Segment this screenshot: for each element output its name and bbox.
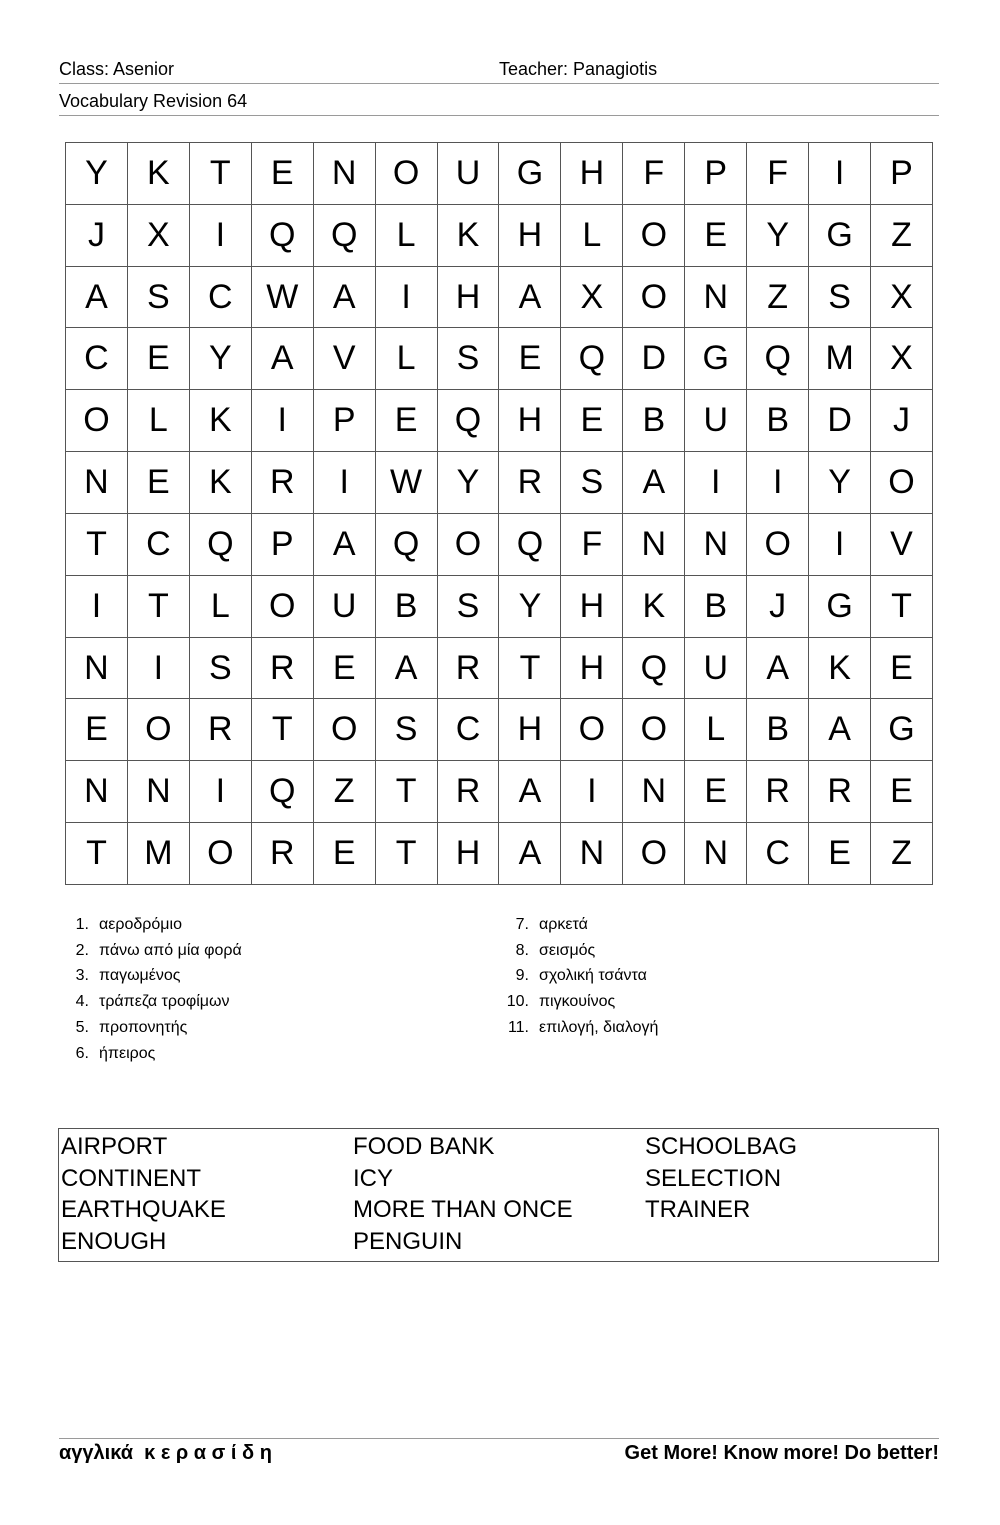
clue-item (499, 963, 658, 989)
grid-cell[interactable]: C (438, 699, 500, 761)
clue-number: 4. (75, 993, 89, 1011)
clue-item (59, 938, 242, 964)
grid-cell[interactable]: H (499, 699, 561, 761)
grid-cell[interactable]: Z (871, 205, 933, 267)
word-bank-column (645, 1131, 797, 1226)
grid-cell[interactable]: A (314, 514, 376, 576)
grid-cell[interactable]: E (128, 328, 190, 390)
grid-cell[interactable]: K (190, 452, 252, 514)
grid-cell[interactable]: X (871, 328, 933, 390)
grid-cell[interactable]: T (252, 699, 314, 761)
word-bank-item: TRAINER (645, 1196, 751, 1223)
grid-cell[interactable]: E (128, 452, 190, 514)
grid-cell[interactable]: S (128, 267, 190, 329)
grid-cell[interactable]: J (871, 390, 933, 452)
word-bank-column (61, 1131, 226, 1257)
grid-cell[interactable]: F (561, 514, 623, 576)
word-bank-item: CONTINENT (61, 1164, 201, 1192)
grid-cell[interactable]: S (809, 267, 871, 329)
clue-list-left (59, 912, 242, 1066)
grid-cell[interactable]: H (561, 576, 623, 638)
grid-cell[interactable]: K (809, 638, 871, 700)
grid-cell[interactable]: E (561, 390, 623, 452)
grid-cell[interactable]: I (561, 761, 623, 823)
clue-text: σχολική τσάντα (539, 967, 647, 985)
grid-cell[interactable]: N (685, 267, 747, 329)
grid-cell[interactable]: Y (499, 576, 561, 638)
grid-cell[interactable]: Q (190, 514, 252, 576)
grid-cell[interactable]: I (190, 761, 252, 823)
header-row (59, 57, 939, 84)
grid-cell[interactable]: H (561, 638, 623, 700)
footer-slogan: Get More! Know more! Do better! (624, 1442, 939, 1464)
clue-number: 10. (506, 993, 529, 1011)
grid-cell[interactable]: I (809, 143, 871, 205)
grid-cell[interactable]: A (499, 761, 561, 823)
clue-number: 8. (515, 941, 529, 959)
clue-item (59, 1041, 242, 1067)
grid-cell[interactable]: A (809, 699, 871, 761)
grid-cell[interactable]: I (809, 514, 871, 576)
grid-cell[interactable]: M (809, 328, 871, 390)
grid-cell[interactable]: F (747, 143, 809, 205)
grid-cell[interactable]: X (871, 267, 933, 329)
subtitle-row (59, 89, 939, 116)
grid-cell[interactable]: T (871, 576, 933, 638)
clue-text: αρκετά (539, 916, 588, 933)
grid-cell[interactable]: B (623, 390, 685, 452)
grid-cell[interactable]: L (128, 390, 190, 452)
clue-text: επιλογή, διαλογή (539, 1018, 659, 1036)
clue-text: προπονητής (99, 1018, 188, 1036)
grid-cell[interactable]: S (190, 638, 252, 700)
grid-cell[interactable]: L (685, 699, 747, 761)
grid-cell[interactable]: R (499, 452, 561, 514)
grid-cell[interactable]: D (809, 390, 871, 452)
grid-cell[interactable]: T (376, 823, 438, 885)
grid-cell[interactable]: A (499, 267, 561, 329)
grid-cell[interactable]: P (252, 514, 314, 576)
grid-cell[interactable]: K (438, 205, 500, 267)
grid-cell[interactable]: I (66, 576, 128, 638)
grid-cell[interactable]: H (438, 267, 500, 329)
clue-number: 6. (75, 1044, 89, 1062)
grid-cell[interactable]: X (561, 267, 623, 329)
teacher-label: Teacher: Panagiotis (499, 59, 658, 79)
grid-cell[interactable]: E (809, 823, 871, 885)
clue-number: 2. (75, 941, 89, 959)
word-bank-item: ENOUGH (61, 1227, 167, 1255)
grid-cell[interactable]: N (128, 761, 190, 823)
grid-cell[interactable]: Y (438, 452, 500, 514)
grid-cell[interactable]: F (623, 143, 685, 205)
grid-cell[interactable]: G (871, 699, 933, 761)
grid-cell[interactable]: R (438, 761, 500, 823)
grid-cell[interactable]: Q (252, 761, 314, 823)
grid-cell[interactable]: N (66, 761, 128, 823)
clue-number: 3. (75, 967, 89, 985)
word-search-grid (65, 142, 933, 885)
grid-cell[interactable]: A (66, 267, 128, 329)
grid-cell[interactable]: R (252, 638, 314, 700)
grid-cell[interactable]: H (438, 823, 500, 885)
word-bank-item: AIRPORT (61, 1133, 168, 1160)
grid-cell[interactable]: C (128, 514, 190, 576)
grid-cell[interactable]: R (190, 699, 252, 761)
grid-cell[interactable]: I (685, 452, 747, 514)
grid-cell[interactable]: O (376, 143, 438, 205)
grid-cell[interactable]: J (66, 205, 128, 267)
grid-cell[interactable]: O (190, 823, 252, 885)
word-bank-item: MORE THAN ONCE (353, 1196, 573, 1223)
grid-cell[interactable]: E (685, 205, 747, 267)
grid-cell[interactable]: S (376, 699, 438, 761)
grid-cell[interactable]: Y (190, 328, 252, 390)
grid-cell[interactable]: N (314, 143, 376, 205)
clue-text: σεισμός (539, 941, 596, 959)
clue-item (499, 938, 658, 964)
grid-cell[interactable]: N (561, 823, 623, 885)
grid-cell[interactable]: X (128, 205, 190, 267)
grid-cell[interactable]: O (623, 267, 685, 329)
grid-cell[interactable]: I (376, 267, 438, 329)
grid-cell[interactable]: N (623, 761, 685, 823)
grid-cell[interactable]: N (66, 638, 128, 700)
grid-cell[interactable]: O (623, 823, 685, 885)
grid-cell[interactable]: Q (747, 328, 809, 390)
grid-cell[interactable]: O (623, 205, 685, 267)
clue-item (59, 912, 242, 938)
grid-cell[interactable]: O (561, 699, 623, 761)
grid-cell[interactable]: R (252, 452, 314, 514)
grid-cell[interactable]: B (747, 699, 809, 761)
grid-cell[interactable]: Q (314, 205, 376, 267)
grid-cell[interactable]: N (623, 514, 685, 576)
grid-cell[interactable]: C (190, 267, 252, 329)
grid-cell[interactable]: T (376, 761, 438, 823)
grid-cell[interactable]: Y (809, 452, 871, 514)
grid-cell[interactable]: L (190, 576, 252, 638)
grid-cell[interactable]: Z (747, 267, 809, 329)
grid-cell[interactable]: U (314, 576, 376, 638)
grid-cell[interactable]: Z (871, 823, 933, 885)
grid-cell[interactable]: E (871, 761, 933, 823)
clue-item (499, 912, 658, 938)
grid-cell[interactable]: H (499, 205, 561, 267)
grid-cell[interactable]: A (376, 638, 438, 700)
grid-cell[interactable]: C (747, 823, 809, 885)
grid-cell[interactable]: N (685, 514, 747, 576)
grid-cell[interactable]: V (871, 514, 933, 576)
clue-list-right (499, 912, 658, 1041)
grid-cell[interactable]: U (438, 143, 500, 205)
grid-cell[interactable]: R (438, 638, 500, 700)
clue-item (499, 989, 658, 1015)
clue-item (499, 1015, 658, 1041)
clue-text: παγωμένος (99, 967, 181, 985)
grid-cell[interactable]: O (252, 576, 314, 638)
clue-number: 9. (515, 967, 529, 985)
clue-text: τράπεζα τροφίμων (99, 993, 230, 1011)
grid-cell[interactable]: Q (252, 205, 314, 267)
clue-text: πάνω από μία φορά (99, 941, 242, 959)
grid-cell[interactable]: I (314, 452, 376, 514)
clue-text: αεροδρόμιο (99, 916, 182, 933)
worksheet-subtitle: Vocabulary Revision 64 (59, 91, 248, 111)
class-label: Class: Asenior (59, 59, 175, 79)
clue-text: πιγκουίνος (539, 993, 616, 1011)
grid-cell[interactable]: Y (66, 143, 128, 205)
grid-cell[interactable]: A (314, 267, 376, 329)
grid-cell[interactable]: A (747, 638, 809, 700)
grid-cell[interactable]: U (685, 638, 747, 700)
clue-number: 5. (75, 1018, 89, 1036)
grid-cell[interactable]: R (809, 761, 871, 823)
clue-item (59, 989, 242, 1015)
grid-cell[interactable]: N (66, 452, 128, 514)
grid-cell[interactable]: G (499, 143, 561, 205)
word-bank-item: PENGUIN (353, 1227, 463, 1255)
grid-cell[interactable]: E (685, 761, 747, 823)
grid-cell[interactable]: I (190, 205, 252, 267)
grid-cell[interactable]: Q (499, 514, 561, 576)
clue-number: 11. (507, 1018, 529, 1036)
grid-cell[interactable]: O (66, 390, 128, 452)
grid-cell[interactable]: E (871, 638, 933, 700)
grid-cell[interactable]: V (314, 328, 376, 390)
word-bank-column (353, 1131, 573, 1257)
grid-cell[interactable]: E (66, 699, 128, 761)
grid-cell[interactable]: K (623, 576, 685, 638)
word-bank (58, 1128, 939, 1262)
grid-cell[interactable]: Q (623, 638, 685, 700)
grid-cell[interactable]: L (376, 328, 438, 390)
grid-cell[interactable]: P (685, 143, 747, 205)
clue-number: 1. (75, 916, 89, 933)
clue-item (59, 963, 242, 989)
grid-cell[interactable]: U (685, 390, 747, 452)
word-bank-item: SCHOOLBAG (645, 1133, 798, 1160)
grid-cell[interactable]: K (128, 143, 190, 205)
grid-cell[interactable]: O (128, 699, 190, 761)
grid-cell[interactable]: O (747, 514, 809, 576)
word-bank-item: ICY (353, 1164, 394, 1192)
clue-number: 7. (515, 916, 529, 933)
footer-brand: αγγλικά κ ε ρ α σ ί δ η (59, 1442, 272, 1464)
clue-item (59, 1015, 242, 1041)
grid-cell[interactable]: C (66, 328, 128, 390)
grid-cell[interactable]: I (747, 452, 809, 514)
grid-cell[interactable]: G (809, 576, 871, 638)
grid-cell[interactable]: A (252, 328, 314, 390)
grid-cell[interactable]: G (685, 328, 747, 390)
grid-cell[interactable]: O (438, 514, 500, 576)
grid-cell[interactable]: T (66, 823, 128, 885)
word-bank-item: SELECTION (645, 1164, 782, 1192)
grid-cell[interactable]: N (685, 823, 747, 885)
grid-cell[interactable]: R (747, 761, 809, 823)
grid-cell[interactable]: Q (376, 514, 438, 576)
grid-cell[interactable]: B (376, 576, 438, 638)
grid-cell[interactable]: L (376, 205, 438, 267)
grid-cell[interactable]: T (499, 638, 561, 700)
grid-cell[interactable]: M (128, 823, 190, 885)
grid-cell[interactable]: W (376, 452, 438, 514)
grid-cell[interactable]: A (499, 823, 561, 885)
grid-cell[interactable]: E (376, 390, 438, 452)
grid-cell[interactable]: S (561, 452, 623, 514)
grid-cell[interactable]: O (871, 452, 933, 514)
grid-cell[interactable]: I (252, 390, 314, 452)
grid-cell[interactable]: B (747, 390, 809, 452)
grid-cell[interactable]: E (314, 823, 376, 885)
grid-cell[interactable]: B (685, 576, 747, 638)
grid-cell[interactable]: E (252, 143, 314, 205)
grid-cell[interactable]: E (499, 328, 561, 390)
grid-cell[interactable]: A (623, 452, 685, 514)
grid-cell[interactable]: P (314, 390, 376, 452)
clue-text: ήπειρος (99, 1044, 156, 1062)
grid-cell[interactable]: Q (438, 390, 500, 452)
grid-cell[interactable]: E (314, 638, 376, 700)
grid-cell[interactable]: G (809, 205, 871, 267)
grid-cell[interactable]: D (623, 328, 685, 390)
grid-cell[interactable]: Y (747, 205, 809, 267)
grid-cell[interactable]: K (190, 390, 252, 452)
grid-cell[interactable]: H (561, 143, 623, 205)
grid-cell[interactable]: H (499, 390, 561, 452)
grid-cell[interactable]: T (128, 576, 190, 638)
grid-cell[interactable]: T (66, 514, 128, 576)
grid-cell[interactable]: S (438, 328, 500, 390)
grid-cell[interactable]: O (314, 699, 376, 761)
grid-cell[interactable]: L (561, 205, 623, 267)
word-bank-item: FOOD BANK (353, 1133, 495, 1160)
grid-cell[interactable]: I (128, 638, 190, 700)
grid-cell[interactable]: Z (314, 761, 376, 823)
grid-cell[interactable]: J (747, 576, 809, 638)
grid-cell[interactable]: T (190, 143, 252, 205)
grid-cell[interactable]: W (252, 267, 314, 329)
footer-divider (59, 1438, 939, 1439)
grid-cell[interactable]: O (623, 699, 685, 761)
word-bank-item: EARTHQUAKE (61, 1196, 226, 1223)
grid-cell[interactable]: R (252, 823, 314, 885)
grid-cell[interactable]: P (871, 143, 933, 205)
grid-cell[interactable]: S (438, 576, 500, 638)
grid-cell[interactable]: Q (561, 328, 623, 390)
